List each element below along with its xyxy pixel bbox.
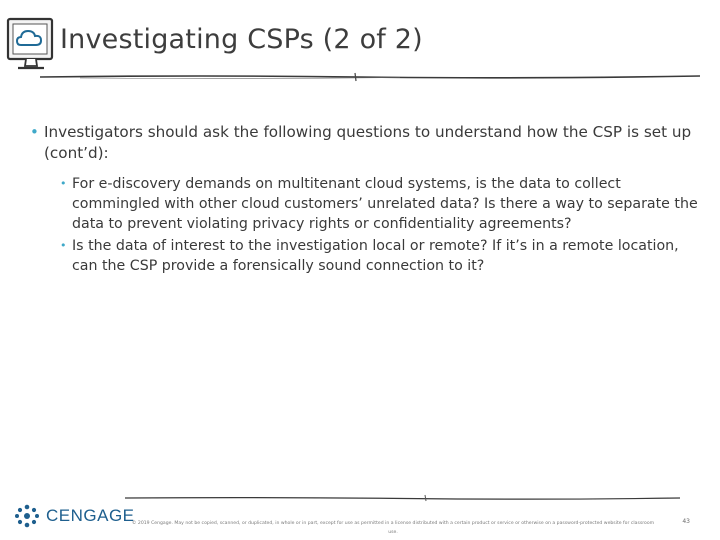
copyright-notice: © 2019 Cengage. May not be copied, scanned, or duplicated, in whole or in part, except for use as permitted in a license distributed with a certain product or service or otherwise on a password-protected website for classroom use. — [131, 521, 655, 535]
bullet-text: Investigators should ask the following questions to understand how the CSP is set up (cont’d): — [44, 123, 692, 162]
sub-bullet-marker: • — [60, 177, 67, 190]
cengage-logo — [12, 497, 142, 533]
sub-bullet-marker: • — [60, 239, 67, 252]
cloud-monitor-icon — [6, 16, 56, 72]
cengage-logo-icon — [12, 501, 42, 531]
title-divider — [40, 70, 700, 84]
footer-divider — [125, 492, 680, 504]
bullet-marker: • — [30, 123, 39, 141]
sub-bullet-list — [62, 174, 708, 276]
sub-bullet-item — [62, 174, 708, 234]
sub-bullet-text: Is the data of interest to the investigation local or remote? If it’s in a remote location, can the CSP provide a forensically sound connection to it? — [72, 238, 679, 274]
slide-title: Investigating CSPs (2 of 2) — [60, 24, 423, 55]
sub-bullet-text: For e-discovery demands on multitenant cloud systems, is the data to collect commingled with other cloud customers’ unrelated data? Is there a way to separate the data to prevent violating privacy rights or confidentiality agreements? — [72, 176, 698, 232]
slide-content — [30, 122, 700, 278]
brand-name: CENGAGE — [46, 506, 135, 525]
sub-bullet-item — [62, 236, 708, 276]
bullet-item — [30, 122, 700, 164]
page-number: 43 — [682, 518, 690, 525]
